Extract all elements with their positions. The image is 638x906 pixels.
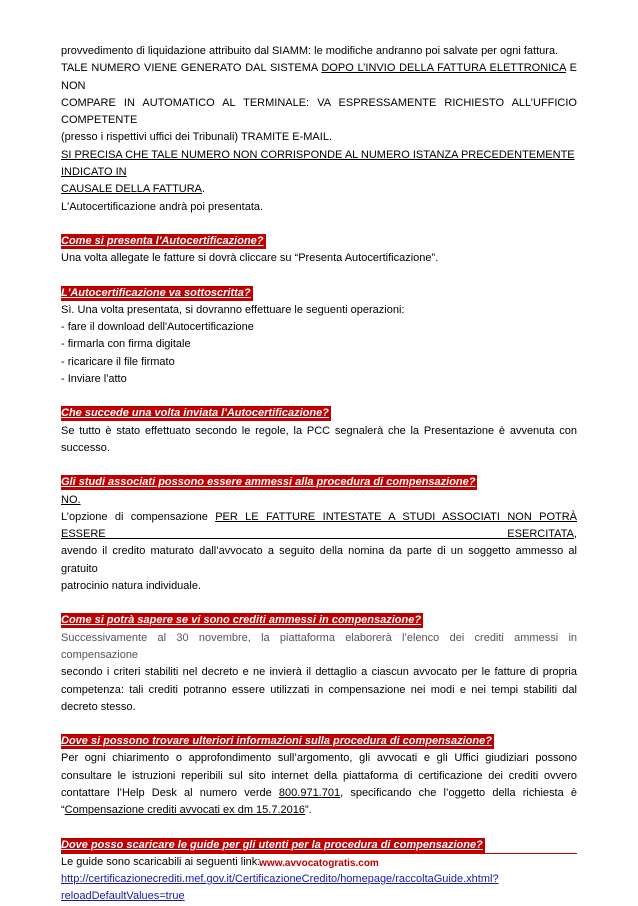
section-text: secondo i criteri stabiliti nel decreto e ne invierà il dettaglio a ciascun avvocato per le fatture di propria (61, 666, 577, 679)
section-heading: Gli studi associati possono essere ammessi alla procedura di compensazione? (61, 476, 476, 489)
text: contattare l’Help Desk al numero verde (61, 786, 279, 799)
guides-link-continued[interactable]: reloadDefaultValues=true (61, 890, 185, 903)
intro-notice: SI PRECISA CHE TALE NUMERO NON CORRISPONDE AL NUMERO ISTANZA PRECEDENTEMENTE INDICATO IN (61, 148, 575, 179)
section-text: Le guide sono scaricabili ai seguenti link: (61, 855, 261, 868)
section-text (61, 509, 577, 544)
list-item: - fare il download dell'Autocertificazione (61, 321, 254, 334)
intro-text: E NON (61, 62, 577, 92)
intro-line (61, 181, 577, 198)
request-subject: Compensazione crediti avvocati ex dm 15.7.2016 (64, 804, 305, 817)
section-text: Successivamente al 30 novembre, la piattaforma elaborerà l’elenco dei crediti ammessi in compensazione (61, 631, 577, 661)
section-text (61, 802, 577, 819)
section-text (61, 785, 577, 802)
section-text: Per ogni chiarimento o approfondimento sull’argomento, gli avvocati e gli Uffici giudiziari possono (61, 752, 577, 765)
intro-line: L'Autocertificazione andrà poi presentata. (61, 200, 264, 213)
intro-line (61, 60, 577, 95)
text: ”. (304, 804, 312, 817)
section-text: avendo il credito maturato dall’avvocato a seguito della nomina da parte di un soggetto ammesso al gratuito (61, 545, 577, 575)
section-heading: Come si presenta l'Autocertificazione? (61, 234, 264, 247)
list-item: - firmarla con firma digitale (61, 338, 191, 351)
intro-text: . (202, 183, 206, 196)
underlined-text: PER LE FATTURE INTESTATE A STUDI ASSOCIATI NON POTRÀ ESSERE ESERCITATA (61, 510, 578, 541)
text: , specificando che l’oggetto della richiesta è (340, 786, 577, 799)
section-text: competenza: tali crediti potranno essere utilizzati in compensazione nei modi e nei tempi stabiliti dal (61, 683, 577, 696)
intro-text: TALE NUMERO VIENE GENERATO DAL SISTEMA (61, 62, 322, 75)
section-heading: Dove posso scaricare le guide per gli utenti per la procedura di compensazione? (61, 838, 483, 851)
list-item: - ricaricare il file firmato (61, 355, 175, 368)
no-answer: NO. (61, 493, 81, 506)
section-text: successo. (61, 441, 110, 454)
text: , (573, 528, 577, 541)
helpdesk-number: 800.971.701 (278, 786, 341, 799)
causale-underlined: CAUSALE DELLA FATTURA (61, 183, 203, 196)
intro-line: (presso i rispettivi uffici dei Tribunali) TRAMITE E-MAIL. (61, 131, 333, 144)
section-text: patrocinio natura individuale. (61, 580, 202, 593)
section-text: decreto stesso. (61, 700, 136, 713)
text: “ (61, 804, 65, 817)
intro-line: provvedimento di liquidazione attribuito dal SIAMM: le modifiche andranno poi salvate per ogni fattura. (61, 45, 559, 57)
text: L’opzione di compensazione (61, 510, 216, 523)
intro-line: COMPARE IN AUTOMATICO AL TERMINALE: VA ESPRESSAMENTE RICHIESTO ALL’UFFICIO COMPETENTE (61, 96, 577, 127)
section-text: Se tutto è stato effettuato secondo le regole, la PCC segnalerà che la Presentazione è avvenuta con (61, 424, 577, 437)
footer-site: www.avvocatogratis.com (259, 858, 379, 869)
intro-underlined: DOPO L’INVIO DELLA FATTURA ELETTRONICA (321, 62, 566, 75)
section-heading: Come si potrà sapere se vi sono crediti ammessi in compensazione? (61, 614, 422, 627)
section-heading: Che succede una volta inviata l'Autocertificazione? (61, 407, 329, 420)
footer-divider (61, 853, 577, 854)
section-heading: L'Autocertificazione va sottoscritta? (61, 286, 251, 299)
document-body (61, 43, 577, 906)
section-text: Una volta allegate le fatture si dovrà cliccare su “Presenta Autocertificazione”. (61, 252, 439, 265)
section-text: Sì. Una volta presentata, si dovranno effettuare le seguenti operazioni: (61, 303, 405, 316)
list-item: - Inviare l'atto (61, 373, 127, 386)
section-text: consultare le istruzioni reperibili sul sito internet della piattaforma di certificazione dei crediti ovvero (61, 769, 577, 782)
section-heading: Dove si possono trovare ulteriori informazioni sulla procedura di compensazione? (61, 735, 492, 748)
guides-link[interactable]: http://certificazionecrediti.mef.gov.it/CertificazioneCredito/homepage/raccoltaGuide.xhtml? (61, 873, 499, 886)
